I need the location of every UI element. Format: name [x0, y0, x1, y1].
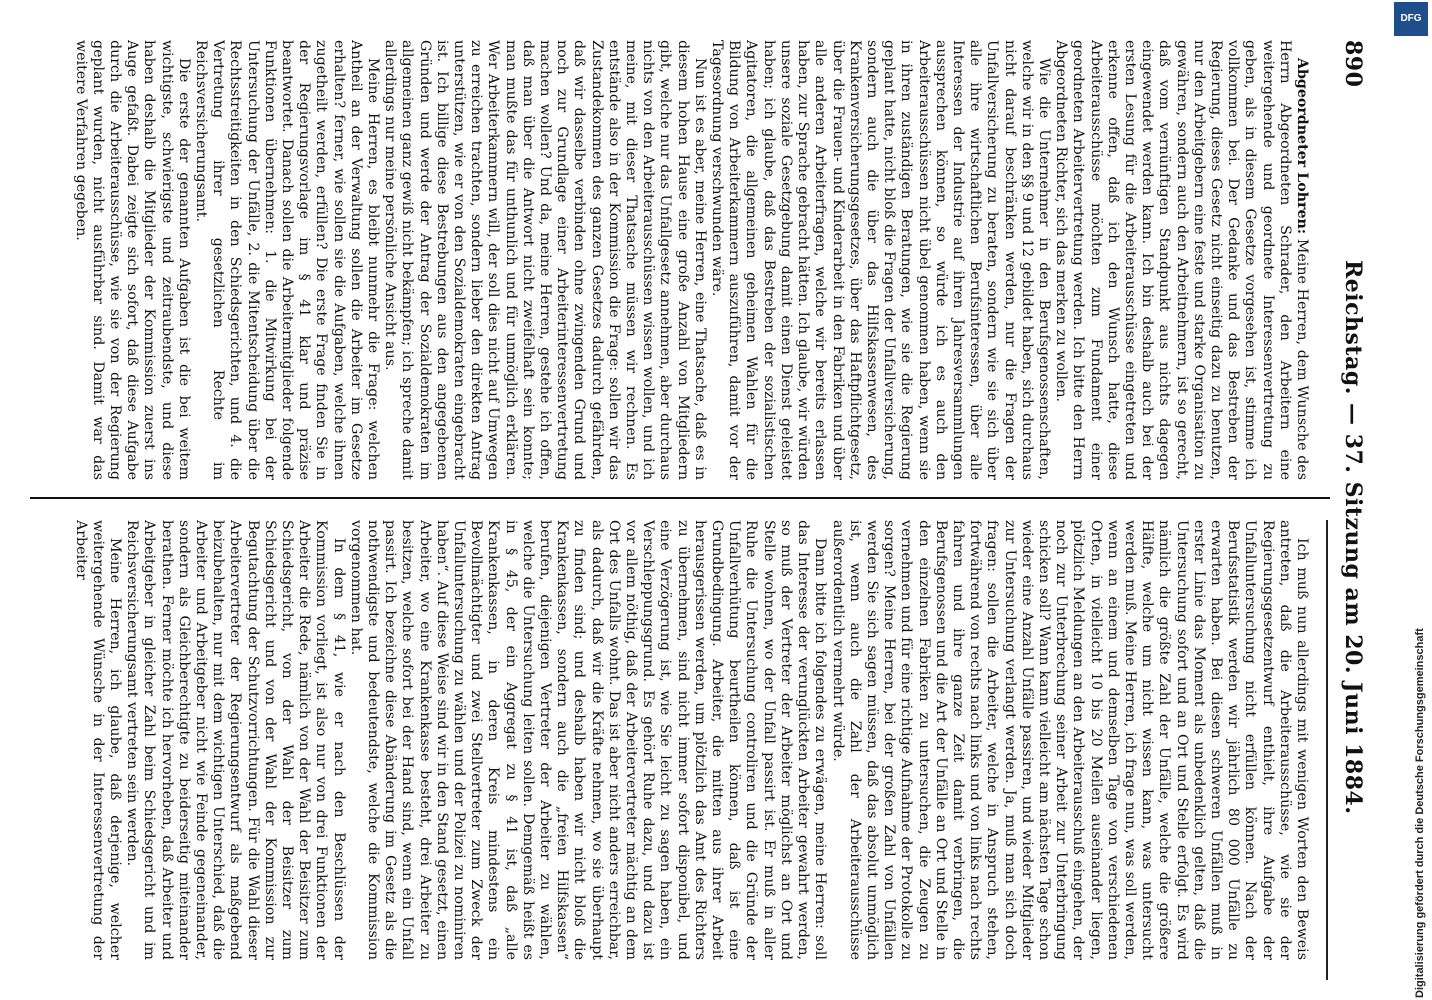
paragraph [381, 40, 708, 480]
header-rule [1326, 520, 1328, 980]
speaker-name: Abgeordneter Lohren: [1294, 58, 1310, 235]
digitization-credit: Digitalisierung gefördert durch die Deutsche Forschungsgemeinschaft [1414, 628, 1426, 998]
page-number: 890 [1340, 40, 1366, 88]
dfg-logo: DFG [1394, 2, 1428, 36]
digitization-credit-bar [1390, 0, 1432, 1000]
paragraph-text: Die erste der genannten Aufgaben ist die bei weitem wichtigste, schwierigste und zeitraubendste, und diese haben deshalb die Mitglieder der Kommission zuerst ins Auge gefaßt. Dabei zeigte sich sofort, daß diese Aufgabe durch die Arbeiterausschüsse, wie sie von der Regierung geplant wurden, nicht ausführbar sind. Damit war das weitere Verfahren gegeben. [72, 40, 192, 480]
column-divider [30, 497, 1330, 499]
paragraph-text: Ich muß nun allerdings mit wenigen Worten den Beweis antreten, daß die Arbeiterausschüsse, wie sie der Regierungsgesetzentwurf enthielt, ihre Aufgabe der Unfalluntersuchung nicht erfüllen können. Nach der Berufsstatistik werden wir jährlich 80 000 Unfälle zu erwarten haben. Bei diesen schweren Unfällen muß in erster Linie das Moment als unbedenklich gelten, daß die Untersuchung sofort und an Ort und Stelle erfolgt. Es wird nämlich die größte Zahl der Unfälle, welche die größere Hälfte, welche um nicht wissen kann, was untersucht werden muß. Meine Herren, ich frage nun, was soll werden, wenn an einem und demselben Tage von verschiedenen Orten, in vielleicht 10 bis 20 Meilen auseinander liegen, plötzlich Meldungen an den Arbeiterausschuß eingehen, der noch zur Unterbrechung seiner Arbeit zur Unterbringung schicken soll? Wann kann vielleicht am nächsten Tage schon wieder eine Anzahl Unfälle passiren, und wieder Mitglieder zur Untersuchung verlangt werden. Ja, muß man sich doch fragen: sollen die Arbeiter, welche in Anspruch stehen, fortwährend von rechts nach links und von links nach rechts fahren und ihre ganze Zeit damit verbringen, die Berufsgenossen und die Art der Unfälle an Ort und Stelle in den einzelnen Fabriken zu untersuchen, die Zeugen zu vernehmen und für eine richtige Aufnahme der Protokolle zu sorgen? Meine Herren, bei der großen Zahl von Unfällen werden Sie sich sagen müssen, daß das absolut unmöglich ist, wenn auch die Zahl der Arbeiterausschüsse außerordentlich vermehrt würde. [829, 520, 1310, 960]
left-column [30, 40, 1310, 480]
paragraph [123, 520, 347, 960]
paragraph [347, 520, 829, 960]
paragraph [71, 520, 123, 960]
paragraph [1052, 40, 1310, 480]
page-header [1332, 40, 1372, 980]
paragraph-text: Meine Herren, dem Wunsche des Herrn Abgeordneten Schrader, den Arbeitern eine weitergehende und geordnete Interessenvertretung zu geben, als in diesem Gesetze vorgesehen ist, stimme ich vollkommen bei. Der Gedanke und das Bestreben der Regierung, dieses Gesetz nicht einseitig dazu zu benutzen, nur den Arbeitgebern eine feste und starke Organisation zu gewähren, sondern auch den Arbeitnehmern, ist so gerecht, daß vom vernünftigen Standpunkt aus nichts dagegen eingewendet werden kann. Ich bin deshalb auch bei der ersten Lesung für die Arbeiterausschüsse eingetreten und erkenne offen, daß ich den Wunsch hatte, diese Arbeiterausschüsse möchten zum Fundament einer geordneten Arbeitervertretung werden. Ich bitte den Herrn Abgeordneten Richter, sich das merken zu wollen. [1053, 40, 1310, 480]
paragraph-text: In dem § 41, wie er nach den Beschlüssen der Kommission vorliegt, ist also nur von drei Funktionen der Arbeiter die Rede, nämlich von der Wahl der Beisitzer zum Schiedsgericht, von der Wahl der Beisitzer zum Schiedsgericht und von der Wahl der Kommission zur Begutachtung der Schutzvorrichtungen. Für die Wahl dieser Arbeitervertreter der Regierungsentwurf als maßgebend beizubehalten, nur mit dem wichtigen Unterschied, daß die Arbeiter und Arbeitgeber nicht wie Feinde gegeneinander, sondern als Gleichberechtigte zu beiderseitig miteinander berathen. Ferner möchte ich hervorheben, daß Arbeiter und Arbeitgeber in gleicher Zahl beim Schiedsgericht und im Reichsversicherungsamt vertreten sein werden. [124, 520, 347, 960]
paragraph [192, 40, 381, 480]
paragraph [828, 520, 1310, 960]
paragraph-text: Wie die Unternehmer in den Berufsgenossenschaften, welche wir in den §§ 9 und 12 gebildet haben, sich durchaus nicht darauf beschränken werden, nur die Fragen der Unfallversicherung zu beraten, sondern wie sie sich über alle ihre wirtschaftlichen Berufsinteressen, über alle Interessen der Industrie auf ihren Jahresversammlungen aussprechen können, so würde ich es auch den Arbeiterausschüssen nicht übel genommen haben, wenn sie in ihren zuständigen Beratungen, wie sie die Regierung geplant hatte, nicht bloß die Fragen der Unfallversicherung, sondern auch die über das Hilfskassenwesen, des Krankenversicherungsgesetzes, über das Haftpflichtgesetz, über die Frauen- und Kinderarbeit in den Fabriken und über alle anderen Arbeiterfragen, welche wir bereits erlassen haben, zur Sprache gebracht hätten. Ich glaube, wir würden unsere soziale Gesetzgebung damit einen Dienst geleistet haben; ich glaube, daß das Bestreben der sozialistischen Agitatoren, die allgemeinen geheimen Wahlen für die Bildung von Arbeiterkammern auszuführen, damit vor der Tagesordnung verschwunden wäre. [709, 40, 1052, 480]
paragraph [708, 40, 1052, 480]
paragraph-text: Dann bitte ich folgendes zu erwägen, meine Herren: soll das Interesse der verunglückten Arbeiter gewahrt werden, so muß der Vertreter der Arbeiter möglichst an Ort und Stelle wohnen, wo der Unfall passirt ist. Er muß in aller Ruhe die Untersuchung controliren und die Gründe der Unfallverhütung beurtheilen können, daß ist eine Grundbedingung. Arbeiter, die mitten aus ihrer Arbeit herausgerissen werden, um plötzlich das Amt des Richters zu übernehmen, sind nicht immer sofort disponibel, und eine Verzögerung ist, wie Sie leicht zu sagen haben, ein Verschleppungsgrund. Es gehört Ruhe dazu, und dazu ist vor allem nöthig, daß der Arbeitervertreter mächtig an dem Ort des Unfalls wohnt. Das ist aber nicht anders erreichbar, als dadurch, daß wir die Kräfte nehmen, wo sie überhaupt zu finden sind; und deshalb haben wir nicht bloß die Krankenkassen, sondern auch die „freien Hilfskassen“ berufen, diejenigen Vertreter der Arbeiter zu wählen, welche die Untersuchung leiten sollen. Demgemäß heißt es in § 45, der ein Aggregat zu § 41 ist, daß „alle Krankenkassen, in deren Kreis mindestens ein Bevollmächtigter und zwei Stellvertreter zum Zweck der Unfalluntersuchung zu wählen und der Polizei zu nominiren haben“. Auf diese Weise sind wir in den Stand gesetzt, einen Arbeiter, wo eine Krankenkasse besteht, drei Arbeiter zu besitzen, welche sofort bei der Hand sind, wenn ein Unfall passirt. Ich bezeichne diese Abänderung im Gesetz als die nothwendigste und bedeutendste, welche die Kommission vorgenommen hat. [347, 520, 829, 960]
paragraph [71, 40, 191, 480]
paragraph-text: Meine Herren, ich glaube, daß derjenige, welcher weitergehende Wünsche in der Interessenvertretung der Arbeiter [72, 520, 123, 960]
right-column [30, 520, 1310, 960]
paragraph-text: Meine Herren, es bleibt nunmehr die Frage: welchen Antheil an der Verwaltung sollen die Arbeiter im Gesetze erhalten? ferner, wie sollen sie die Aufgaben, welche ihnen zugetheilt werden, erfüllen? Die erste Frage finden Sie in der Regierungsvorlage im § 41 klar und präzise beantwortet. Danach sollen die Arbeitermitglieder folgende Funktionen übernehmen: 1. die Mitwirkung bei der Untersuchung der Unfälle, 2. die Mitentscheidung über die Rechtsstreitigkeiten in den Schiedsgerichten, und 4. die Vertretung ihrer gesetzlichen Rechte im Reichsversicherungsamt. [193, 40, 382, 480]
paragraph-text: Nun ist es aber, meine Herren, eine Thatsache, daß es in diesem hohen Hause eine große Anzahl von Mitgliedern gibt, welche nur das Unfallgesetz annehmen, aber durchaus nichts von den Arbeiterausschüssen wissen wollen, und ich meine, mit dieser Thatsache müssen wir rechnen. Es entstände also in der Kommission die Frage: sollen wir das Zustandekommen des ganzen Gesetzes dadurch gefährden, daß wir dasselbe verbinden ohne zwingenden Grund und noch zur Grundlage einer Arbeiterinteressenvertretung machen wollen? Und da, meine Herren, gestehe ich offen, daß man über die Antwort nicht zweifelhaft sein konnte; man mußte das für unthunlich und für unmöglich erklären. Wer Arbeiterkammern will, der soll dies nicht auf Umwegen zu erreichen trachten, sondern lieber den direkten Antrag unterstützen, wie er von den Sozialdemokraten eingebracht ist. Ich billige diese Bestrebungen aus den angegebenen Gründen und werde der Antrag der Sozialdemokraten im allgemeinen ganz gewiß nicht bekämpfen; ich spreche damit allerdings nur meine persönliche Ansicht aus. [382, 40, 708, 480]
page-title: Reichstag. — 37. Sitzung am 20. Juni 1884. [1340, 260, 1366, 815]
